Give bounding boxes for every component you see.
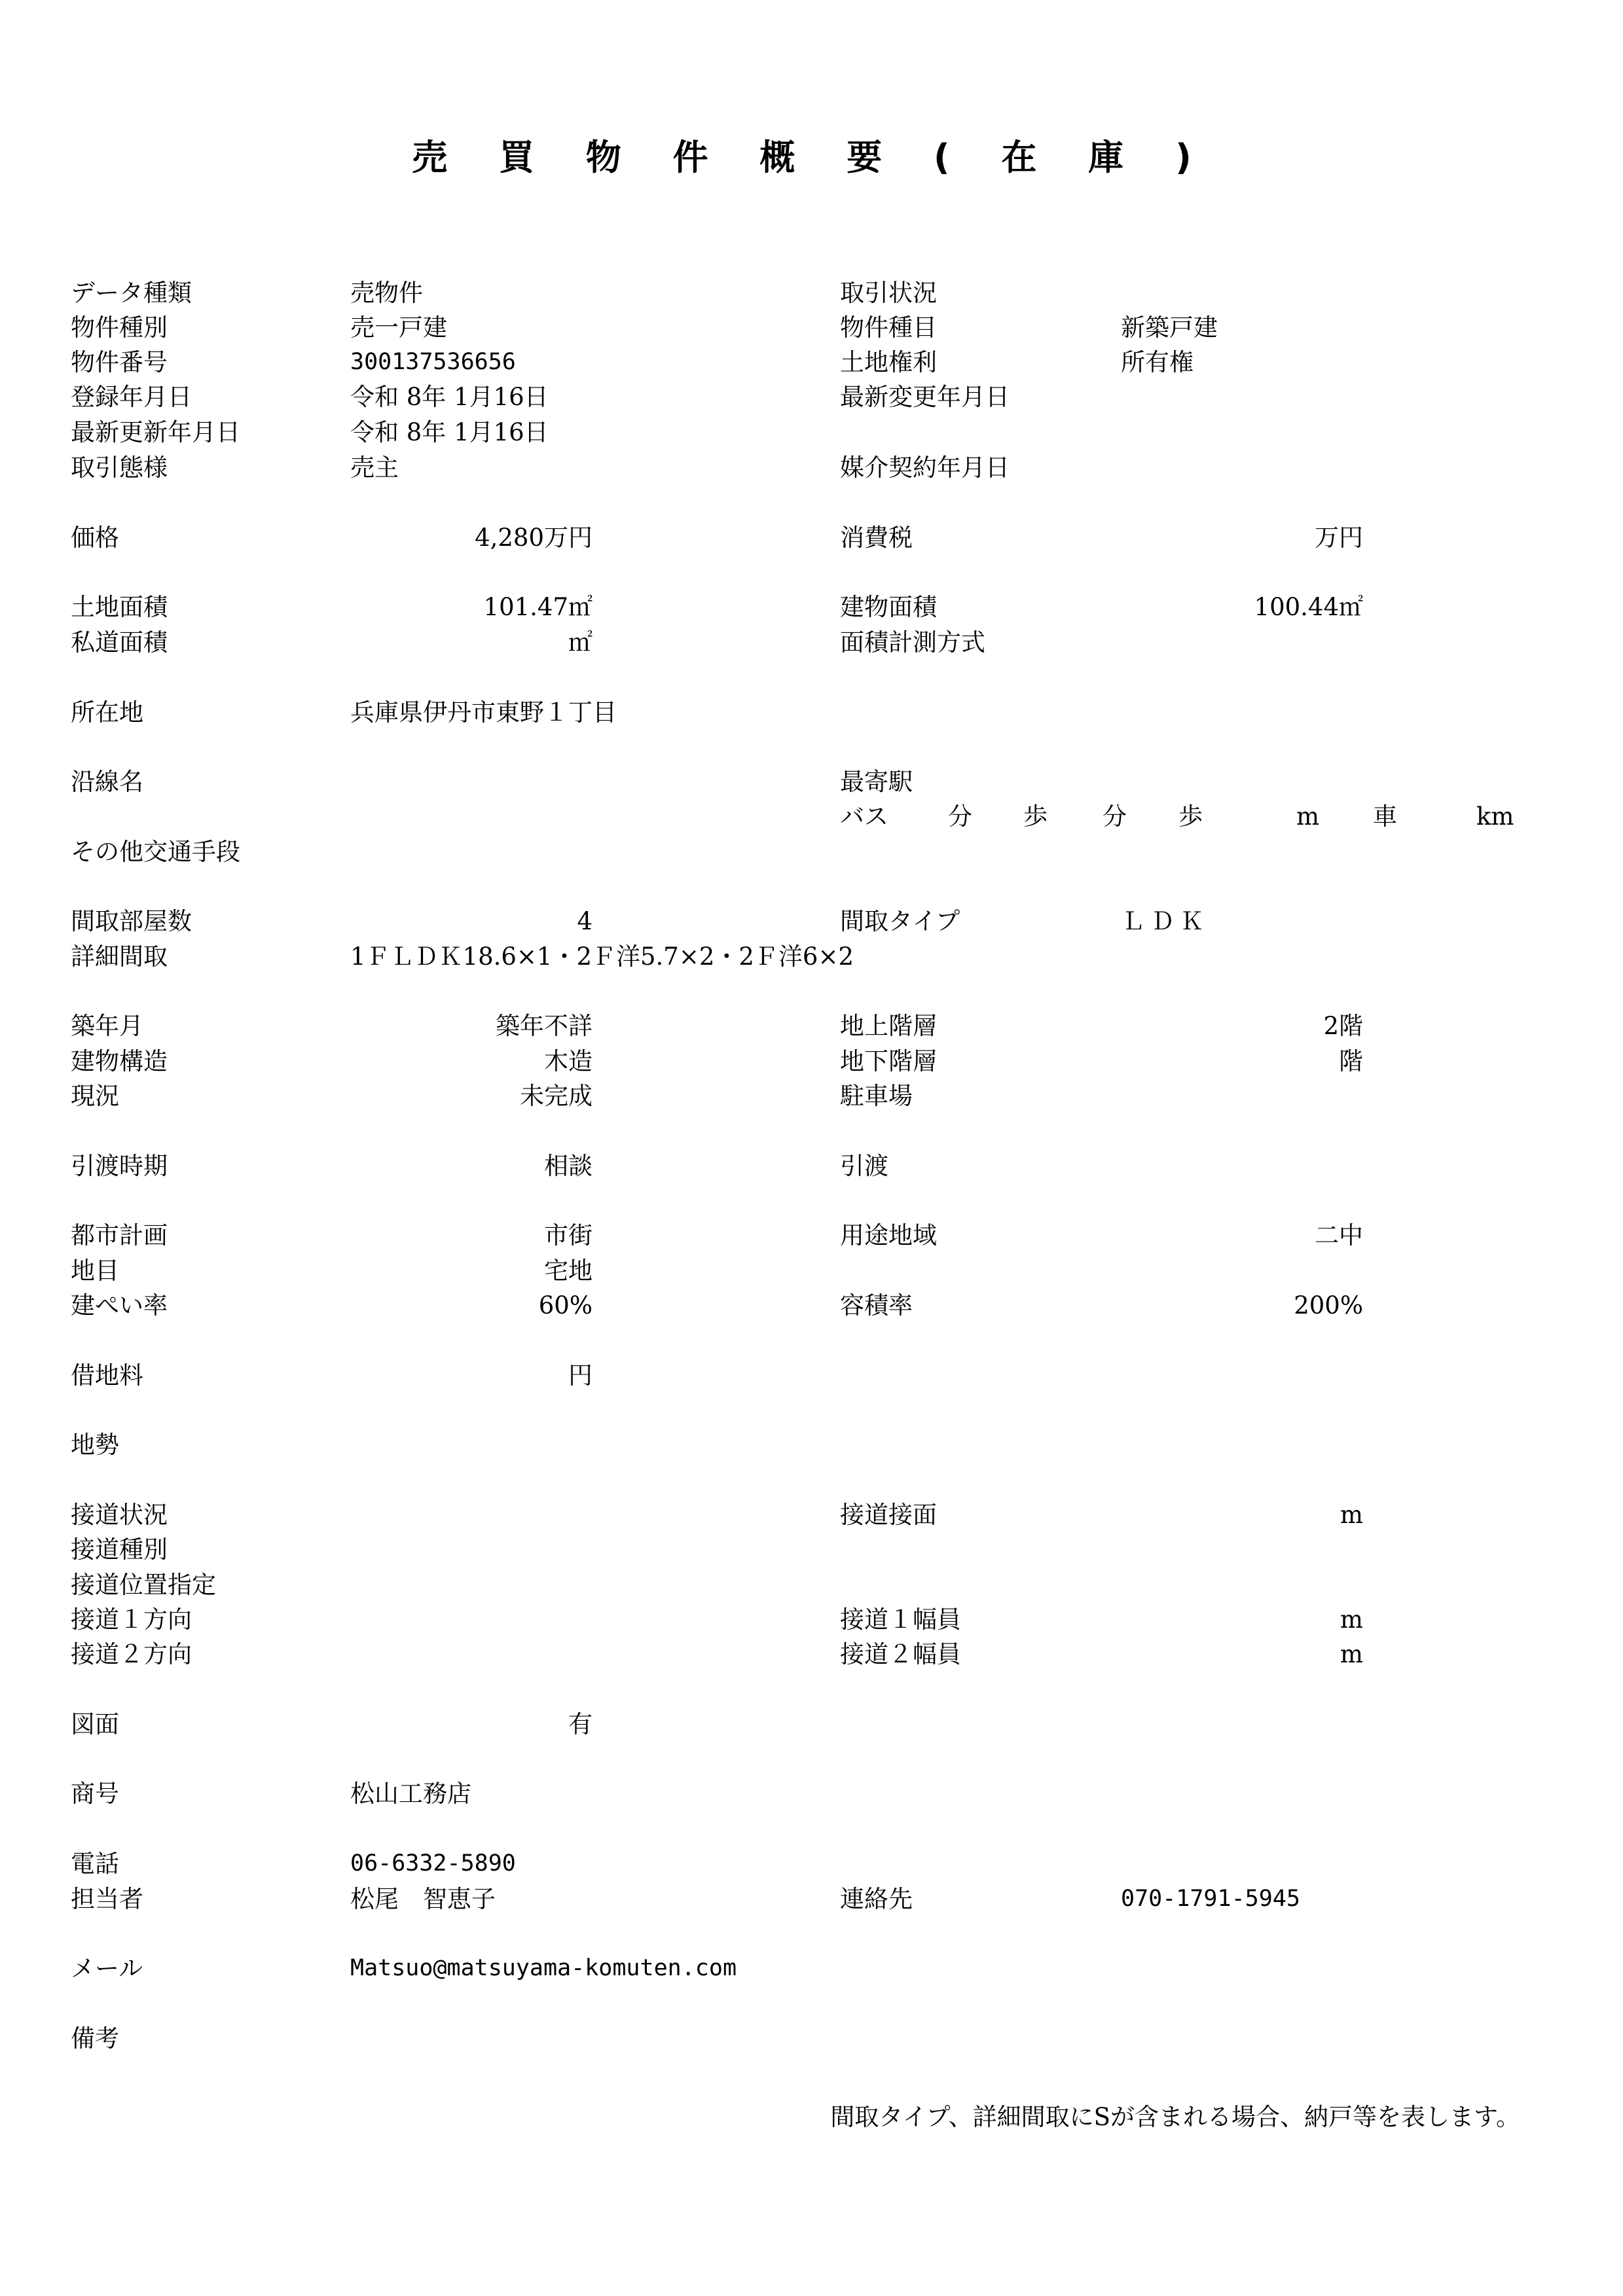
label-property-type: 物件種別 <box>71 314 168 342</box>
value-rooms: 4 <box>577 907 593 935</box>
label-handover-time: 引渡時期 <box>71 1152 168 1180</box>
label-road-designation: 接道位置指定 <box>71 1571 216 1599</box>
value-deal-mode: 売主 <box>350 454 399 482</box>
label-road1-dir: 接道１方向 <box>71 1605 192 1634</box>
label-terrain: 地勢 <box>71 1431 119 1459</box>
label-drawing: 図面 <box>71 1710 119 1738</box>
value-coverage: 60% <box>538 1291 593 1319</box>
label-upd-date: 最新更新年月日 <box>71 418 240 446</box>
label-condition: 現況 <box>71 1082 119 1110</box>
value-road1-width: m <box>1340 1605 1363 1634</box>
value-phone: 06-6332-5890 <box>350 1850 516 1876</box>
label-price: 価格 <box>71 524 119 552</box>
value-structure: 木造 <box>544 1047 593 1075</box>
label-built: 築年月 <box>71 1012 143 1040</box>
label-other-transport: その他交通手段 <box>71 838 240 866</box>
label-floors-below: 地下階層 <box>840 1047 937 1075</box>
footnote: 間取タイプ、詳細間取にSが含まれる場合、納戸等を表します。 <box>830 2103 1520 2131</box>
label-deal-mode: 取引態様 <box>71 454 168 482</box>
label-property-no: 物件番号 <box>71 348 168 376</box>
value-layout-type: ＬＤＫ <box>1121 907 1209 935</box>
value-reg-date: 令和 8年 1月16日 <box>350 383 549 411</box>
label-change-date: 最新変更年月日 <box>840 383 1010 411</box>
value-condition: 未完成 <box>520 1082 593 1110</box>
label-zoning: 用途地域 <box>840 1221 937 1249</box>
value-land-right: 所有権 <box>1121 348 1194 376</box>
label-land-category: 地目 <box>71 1257 119 1285</box>
value-tax: 万円 <box>1315 524 1363 552</box>
label-property-item: 物件種目 <box>840 314 937 342</box>
label-private-road: 私道面積 <box>71 628 168 656</box>
label-rent: 借地料 <box>71 1361 143 1390</box>
unit-meters: m <box>1296 802 1320 831</box>
value-person: 松尾 智恵子 <box>350 1885 496 1913</box>
label-far: 容積率 <box>840 1291 913 1319</box>
label-road-type: 接道種別 <box>71 1535 168 1564</box>
label-structure: 建物構造 <box>71 1047 168 1075</box>
label-land-area: 土地面積 <box>71 593 168 621</box>
unit-min-1: 分 <box>948 802 972 831</box>
label-deal-status: 取引状況 <box>840 279 937 307</box>
label-layout-type: 間取タイプ <box>840 907 960 935</box>
label-contract-date: 媒介契約年月日 <box>840 454 1010 482</box>
unit-walk-1: 歩 <box>1023 802 1048 831</box>
value-built: 築年不詳 <box>496 1012 593 1040</box>
label-layout-detail: 詳細間取 <box>71 942 168 971</box>
unit-car: 車 <box>1373 802 1397 831</box>
label-email: メール <box>71 1954 143 1982</box>
value-land-area: 101.47㎡ <box>483 593 593 621</box>
value-price: 4,280万円 <box>475 524 593 552</box>
label-floors-above: 地上階層 <box>840 1012 937 1040</box>
value-zoning: 二中 <box>1315 1221 1363 1249</box>
label-company: 商号 <box>71 1780 119 1808</box>
label-tax: 消費税 <box>840 524 913 552</box>
unit-km: km <box>1476 802 1514 831</box>
value-rent: 円 <box>568 1361 593 1390</box>
value-upd-date: 令和 8年 1月16日 <box>350 418 549 446</box>
value-city-planning: 市街 <box>544 1221 593 1249</box>
value-company: 松山工務店 <box>350 1780 471 1808</box>
label-handover: 引渡 <box>840 1152 888 1180</box>
label-line: 沿線名 <box>71 768 143 796</box>
label-building-area: 建物面積 <box>840 593 937 621</box>
label-data-type: データ種類 <box>71 279 192 307</box>
label-city-planning: 都市計画 <box>71 1221 168 1249</box>
label-measure-method: 面積計測方式 <box>840 628 985 656</box>
label-bus: バス <box>840 802 888 831</box>
value-property-type: 売一戸建 <box>350 314 447 342</box>
label-road2-width: 接道２幅員 <box>840 1640 961 1668</box>
label-land-right: 土地権利 <box>840 348 937 376</box>
value-road2-width: m <box>1340 1640 1363 1668</box>
value-email: Matsuo@matsuyama-komuten.com <box>350 1955 737 1981</box>
value-land-category: 宅地 <box>544 1257 593 1285</box>
label-reg-date: 登録年月日 <box>71 383 192 411</box>
value-layout-detail: 1ＦＬＤＫ18.6×1・2Ｆ洋5.7×2・2Ｆ洋6×2 <box>350 942 854 971</box>
value-building-area: 100.44㎡ <box>1254 593 1363 621</box>
value-location: 兵庫県伊丹市東野１丁目 <box>350 698 617 726</box>
label-road1-width: 接道１幅員 <box>840 1605 961 1634</box>
value-property-item: 新築戸建 <box>1121 314 1218 342</box>
label-parking: 駐車場 <box>840 1082 913 1110</box>
value-floors-below: 階 <box>1339 1047 1363 1075</box>
value-handover-time: 相談 <box>544 1152 593 1180</box>
unit-walk-2: 歩 <box>1178 802 1203 831</box>
value-data-type: 売物件 <box>350 279 423 307</box>
label-road-frontage: 接道接面 <box>840 1501 937 1529</box>
label-road-status: 接道状況 <box>71 1501 168 1529</box>
label-phone: 電話 <box>71 1850 119 1878</box>
value-floors-above: 2階 <box>1323 1012 1363 1040</box>
label-remarks: 備考 <box>71 2024 119 2053</box>
label-rooms: 間取部屋数 <box>71 907 192 935</box>
label-contact: 連絡先 <box>840 1885 913 1913</box>
label-station: 最寄駅 <box>840 768 913 796</box>
unit-min-2: 分 <box>1103 802 1127 831</box>
value-drawing: 有 <box>568 1710 593 1738</box>
label-road2-dir: 接道２方向 <box>71 1640 192 1668</box>
value-contact: 070-1791-5945 <box>1121 1886 1300 1912</box>
value-far: 200% <box>1294 1291 1363 1319</box>
page-title: 売 買 物 件 概 要 ( 在 庫 ) <box>412 137 1211 178</box>
label-location: 所在地 <box>71 698 143 726</box>
value-road-frontage: m <box>1340 1501 1363 1529</box>
label-coverage: 建ぺい率 <box>71 1291 168 1319</box>
value-private-road: ㎡ <box>568 628 593 656</box>
value-property-no: 300137536656 <box>350 349 516 375</box>
label-person: 担当者 <box>71 1885 143 1913</box>
